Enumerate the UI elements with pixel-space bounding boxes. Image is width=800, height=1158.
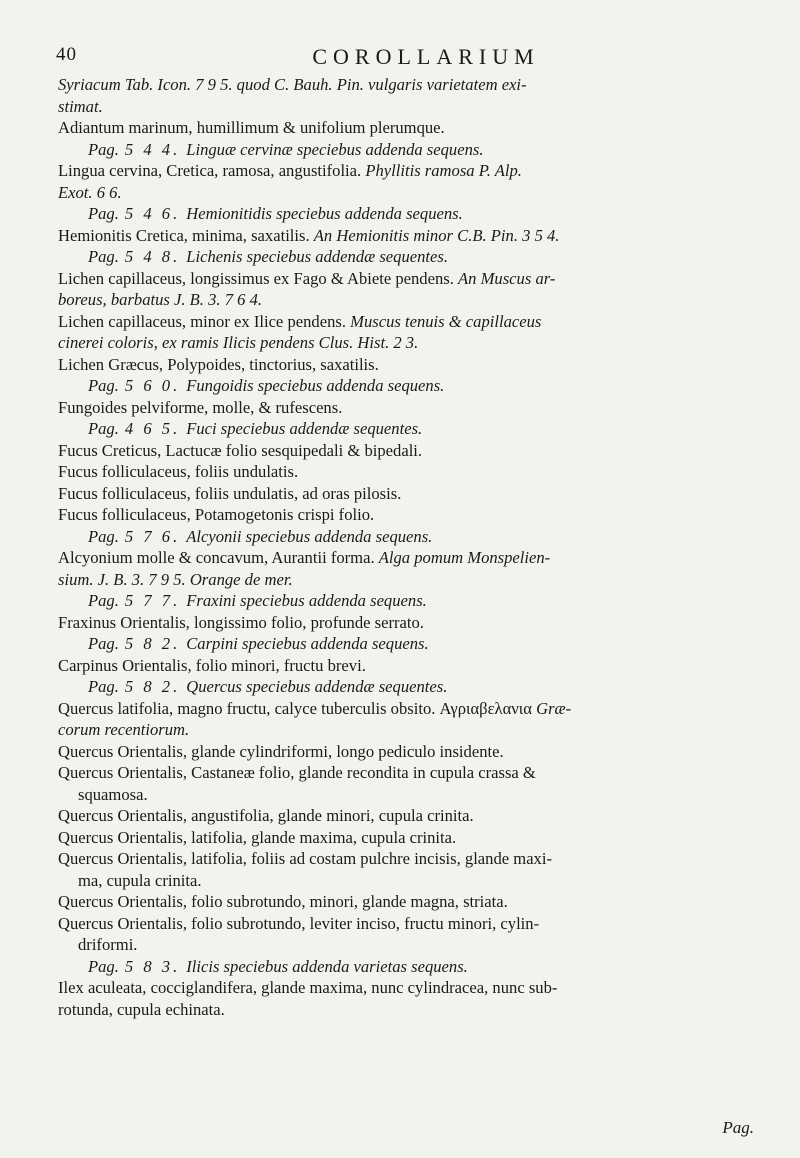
text-line: Fucus folliculaceus, Potamogetonis crispi folio.: [58, 505, 375, 524]
section-heading: [58, 418, 770, 440]
section-heading: [58, 139, 770, 161]
section-heading: [58, 375, 770, 397]
roman-text: Lichen capillaceus, longissimus ex Fago & Abiete pendens.: [58, 268, 459, 288]
italic-text: Græ-: [536, 698, 572, 718]
italic-text: Phyllitis ramosa P. Alp.: [365, 161, 522, 180]
italic-line: corum recentiorum.: [58, 720, 190, 739]
section-heading: [58, 590, 770, 612]
page-body: [58, 74, 770, 1020]
page-ref-label: Pag.: [88, 526, 119, 546]
text-line: Quercus Orientalis, folio subrotundo, minori, glande magna, striata.: [58, 892, 508, 911]
text-line: Ilex aculeata, cocciglandifera, glande maxima, nunc cylindracea, nunc sub-: [58, 978, 558, 997]
page-ref-number: 5 8 3.: [124, 956, 181, 976]
heading-text: Lichenis speciebus addendæ sequentes.: [186, 247, 448, 266]
page-ref-number: 5 7 6.: [124, 526, 181, 546]
text-line: Quercus Orientalis, latifolia, glande maxima, cupula crinita.: [58, 827, 457, 847]
roman-text: Hemionitis Cretica, minima, saxatilis.: [58, 225, 314, 245]
text-line: [58, 547, 770, 569]
text-line: Adiantum marinum, humillimum & unifolium plerumque.: [58, 118, 445, 137]
italic-line: cinerei coloris, ex ramis Ilicis pendens Clus. Hist. 2 3.: [58, 333, 419, 352]
text-line: Quercus Orientalis, folio subrotundo, leviter inciso, fructu minori, cylin-: [58, 913, 540, 933]
page-header: [56, 44, 756, 74]
text-line: [58, 569, 770, 591]
section-heading: [58, 676, 770, 698]
roman-text: Quercus latifolia, magno fructu, calyce tuberculis obsito. Αγριαβελανια: [58, 698, 537, 718]
heading-text: Fuci speciebus addendæ sequentes.: [186, 419, 423, 438]
text-line: [58, 698, 770, 720]
heading-text: Ilicis speciebus addenda varietas sequens.: [186, 956, 468, 976]
text-line: Fungoides pelviforme, molle, & rufescens.: [58, 397, 343, 417]
heading-text: Fraxini speciebus addenda sequens.: [186, 591, 427, 610]
text-line: Fucus Creticus, Lactucæ folio sesquipedali & bipedali.: [58, 440, 423, 460]
text-line: Quercus Orientalis, Castaneæ folio, glande recondita in cupula crassa &: [58, 763, 536, 782]
page-ref-number: 5 8 2.: [124, 634, 181, 653]
heading-text: Fungoidis speciebus addenda sequens.: [186, 376, 445, 395]
heading-text: Alcyonii speciebus addenda sequens.: [186, 526, 433, 546]
section-heading: [58, 246, 770, 268]
page-ref-number: 5 4 8.: [124, 247, 181, 266]
page-ref-number: 5 4 6.: [124, 204, 181, 223]
italic-line: Exot. 6 6.: [58, 182, 122, 202]
italic-text: An Muscus ar-: [458, 268, 556, 288]
page-ref-number: 5 7 7.: [124, 591, 181, 610]
heading-text: Linguæ cervinæ speciebus addenda sequens.: [186, 139, 484, 159]
italic-line: Syriacum Tab. Icon. 7 9 5. quod C. Bauh. Pin. vulgaris varietatem exi-: [58, 75, 527, 94]
text-line: [58, 268, 770, 290]
text-line: Quercus Orientalis, angustifolia, glande minori, cupula crinita.: [58, 806, 474, 825]
text-line: Fucus folliculaceus, foliis undulatis.: [58, 462, 299, 481]
italic-text: Muscus tenuis & capillaceus: [350, 311, 542, 331]
text-line: Quercus Orientalis, latifolia, foliis ad costam pulchre incisis, glande maxi-: [58, 849, 552, 868]
italic-text: Orange de mer.: [189, 569, 293, 589]
text-line: rotunda, cupula echinata.: [58, 999, 225, 1019]
page-ref-number: 5 4 4.: [124, 139, 181, 159]
text-line: Lichen Græcus, Polypoides, tinctorius, saxatilis.: [58, 354, 379, 374]
continuation-line: driformi.: [78, 935, 138, 954]
page-ref-number: 5 6 0.: [124, 376, 181, 395]
page-ref-label: Pag.: [88, 376, 119, 395]
italic-line: stimat.: [58, 96, 103, 116]
italic-text: Alga pomum Monspelien-: [378, 548, 551, 567]
text-line: [58, 160, 770, 182]
text-line: [58, 225, 770, 247]
page-number: 40: [56, 44, 77, 65]
section-heading: [58, 526, 770, 548]
page-ref-label: Pag.: [88, 139, 119, 159]
text-line: Quercus Orientalis, glande cylindriformi, longo pediculo insidente.: [58, 741, 504, 761]
roman-text: Lingua cervina, Cretica, ramosa, angustifolia.: [58, 161, 366, 180]
roman-text: Alcyonium molle & concavum, Aurantii forma.: [58, 548, 379, 567]
italic-text: An Hemionitis minor C.B. Pin. 3 5 4.: [313, 225, 560, 245]
page-ref-label: Pag.: [88, 204, 119, 223]
page-ref-label: Pag.: [88, 247, 119, 266]
section-heading: [58, 203, 770, 225]
running-title: COROLLARIUM: [312, 44, 540, 69]
page-ref-label: Pag.: [88, 591, 119, 610]
page-ref-label: Pag.: [88, 634, 119, 653]
text-line: Fucus folliculaceus, foliis undulatis, ad oras pilosis.: [58, 483, 402, 503]
text-line: Fraxinus Orientalis, longissimo folio, profunde serrato.: [58, 612, 424, 632]
page-ref-number: 5 8 2.: [124, 677, 181, 696]
page-ref-number: 4 6 5.: [124, 419, 181, 438]
catchword: Pag.: [722, 1118, 754, 1137]
heading-text: Carpini speciebus addenda sequens.: [186, 634, 429, 653]
roman-text: Lichen capillaceus, minor ex Ilice pendens.: [58, 311, 351, 331]
continuation-line: squamosa.: [78, 784, 148, 804]
heading-text: Hemionitidis speciebus addenda sequens.: [186, 204, 463, 223]
section-heading: [58, 956, 770, 978]
italic-text: sium. J. B. 3. 7 9 5.: [58, 569, 190, 589]
continuation-line: ma, cupula crinita.: [78, 870, 202, 890]
text-line: Carpinus Orientalis, folio minori, fructu brevi.: [58, 655, 366, 675]
heading-text: Quercus speciebus addendæ sequentes.: [186, 677, 448, 696]
text-line: [58, 311, 770, 333]
section-heading: [58, 633, 770, 655]
page-ref-label: Pag.: [88, 677, 119, 696]
page-ref-label: Pag.: [88, 419, 119, 438]
page-ref-label: Pag.: [88, 956, 119, 976]
italic-line: boreus, barbatus J. B. 3. 7 6 4.: [58, 290, 263, 309]
